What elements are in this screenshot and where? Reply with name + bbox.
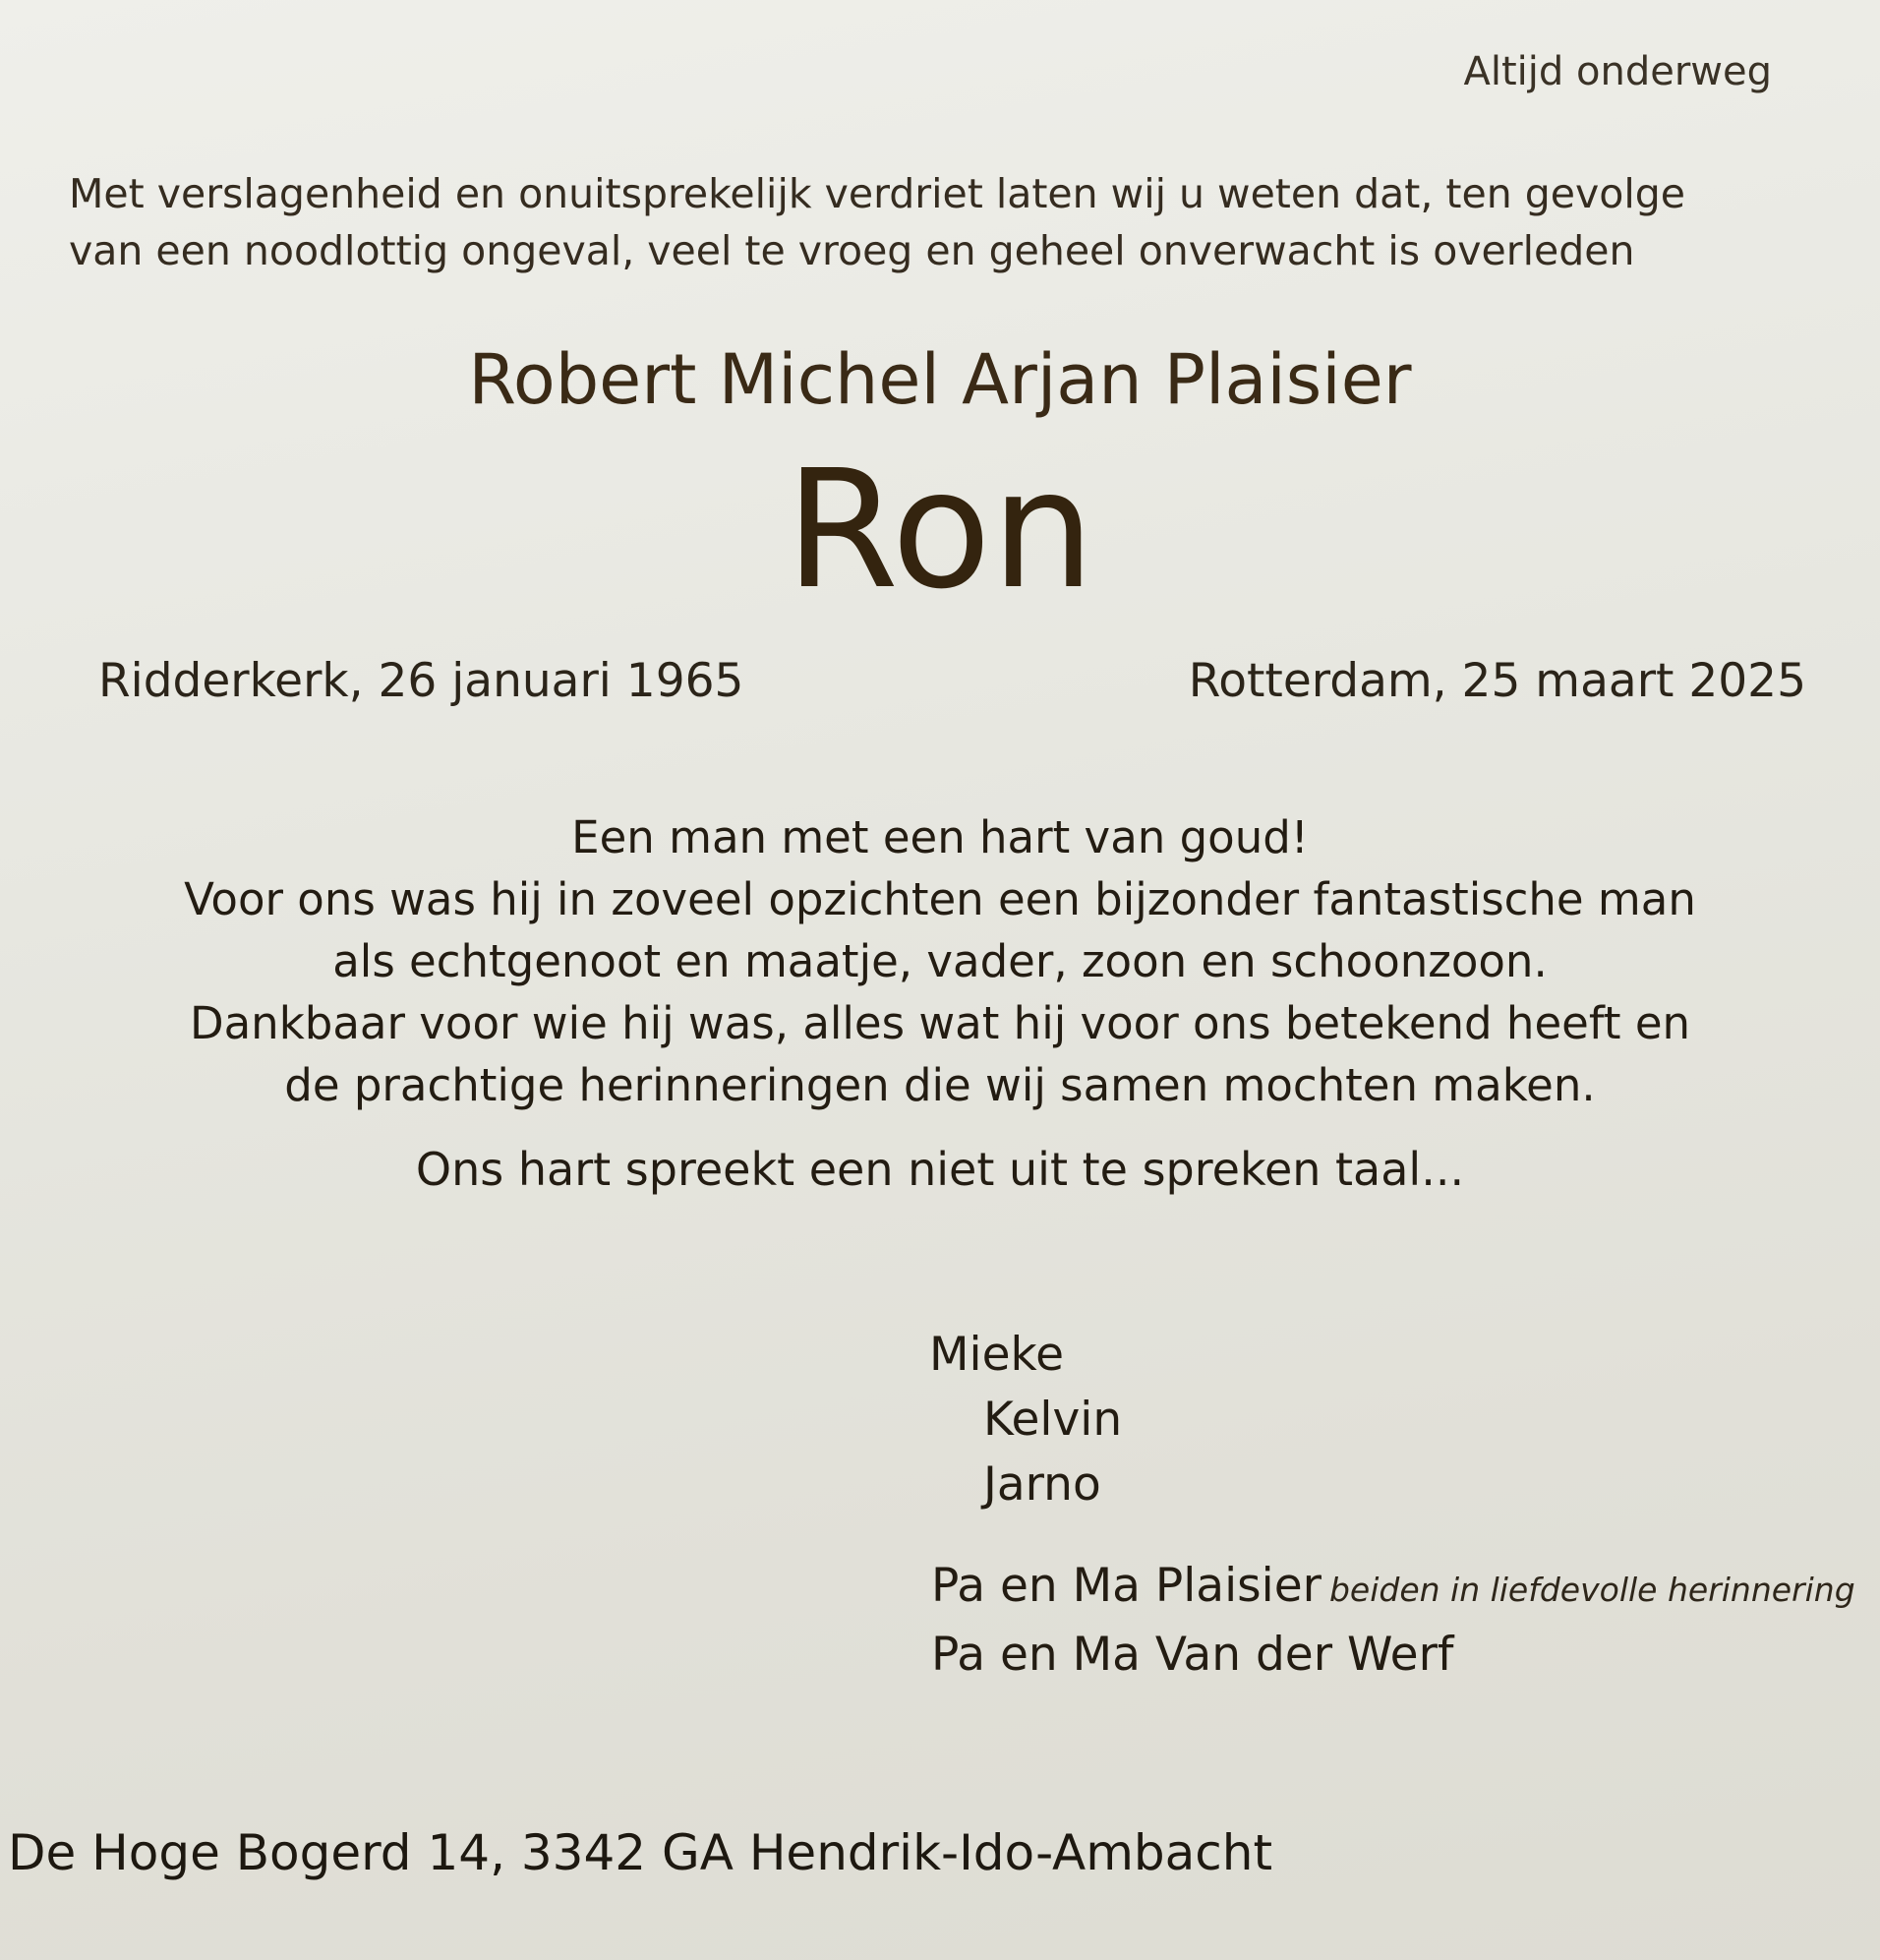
full-name: Robert Michel Arjan Plaisier <box>468 339 1412 420</box>
home-address: De Hoge Bogerd 14, 3342 GA Hendrik-Ido-Ambacht <box>8 1824 1273 1881</box>
child-name: Kelvin <box>983 1393 1123 1447</box>
parents-van-der-werf: Pa en Ma Van der Werf <box>931 1628 1454 1682</box>
poem <box>0 806 1880 1116</box>
parents-plaisier: Pa en Ma Plaisier <box>931 1559 1322 1613</box>
spouse-name: Mieke <box>929 1328 1064 1382</box>
parents-names <box>931 1554 1855 1688</box>
family-names <box>929 1323 1122 1517</box>
poem-line: Dankbaar voor wie hij was, alles wat hij voor ons betekend heeft en <box>189 997 1691 1049</box>
child-name: Jarno <box>983 1457 1101 1512</box>
call-name: Ron <box>785 436 1095 625</box>
intro-text <box>69 165 1799 279</box>
intro-line: van een noodlottig ongeval, veel te vroeg en geheel onverwacht is overleden <box>69 227 1635 274</box>
poem-line: als echtgenoot en maatje, vader, zoon en schoonzoon. <box>332 935 1548 987</box>
poem-line: Een man met een hart van goud! <box>571 811 1309 863</box>
poem-line: Voor ons was hij in zoveel opzichten een bijzonder fantastische man <box>184 873 1696 925</box>
parents-line <box>931 1554 1855 1623</box>
motto: Altijd onderweg <box>1463 49 1772 94</box>
remembrance-note: beiden in liefdevolle herinnering <box>1328 1571 1855 1609</box>
closing-line: Ons hart spreekt een niet uit te spreken taal... <box>415 1143 1465 1196</box>
intro-line: Met verslagenheid en onuitsprekelijk verdriet laten wij u weten dat, ten gevolge <box>69 170 1685 217</box>
death-place-date: Rotterdam, 25 maart 2025 <box>1188 654 1806 708</box>
birth-place-date: Ridderkerk, 26 januari 1965 <box>98 654 744 708</box>
poem-line: de prachtige herinneringen die wij samen mochten maken. <box>284 1059 1596 1111</box>
